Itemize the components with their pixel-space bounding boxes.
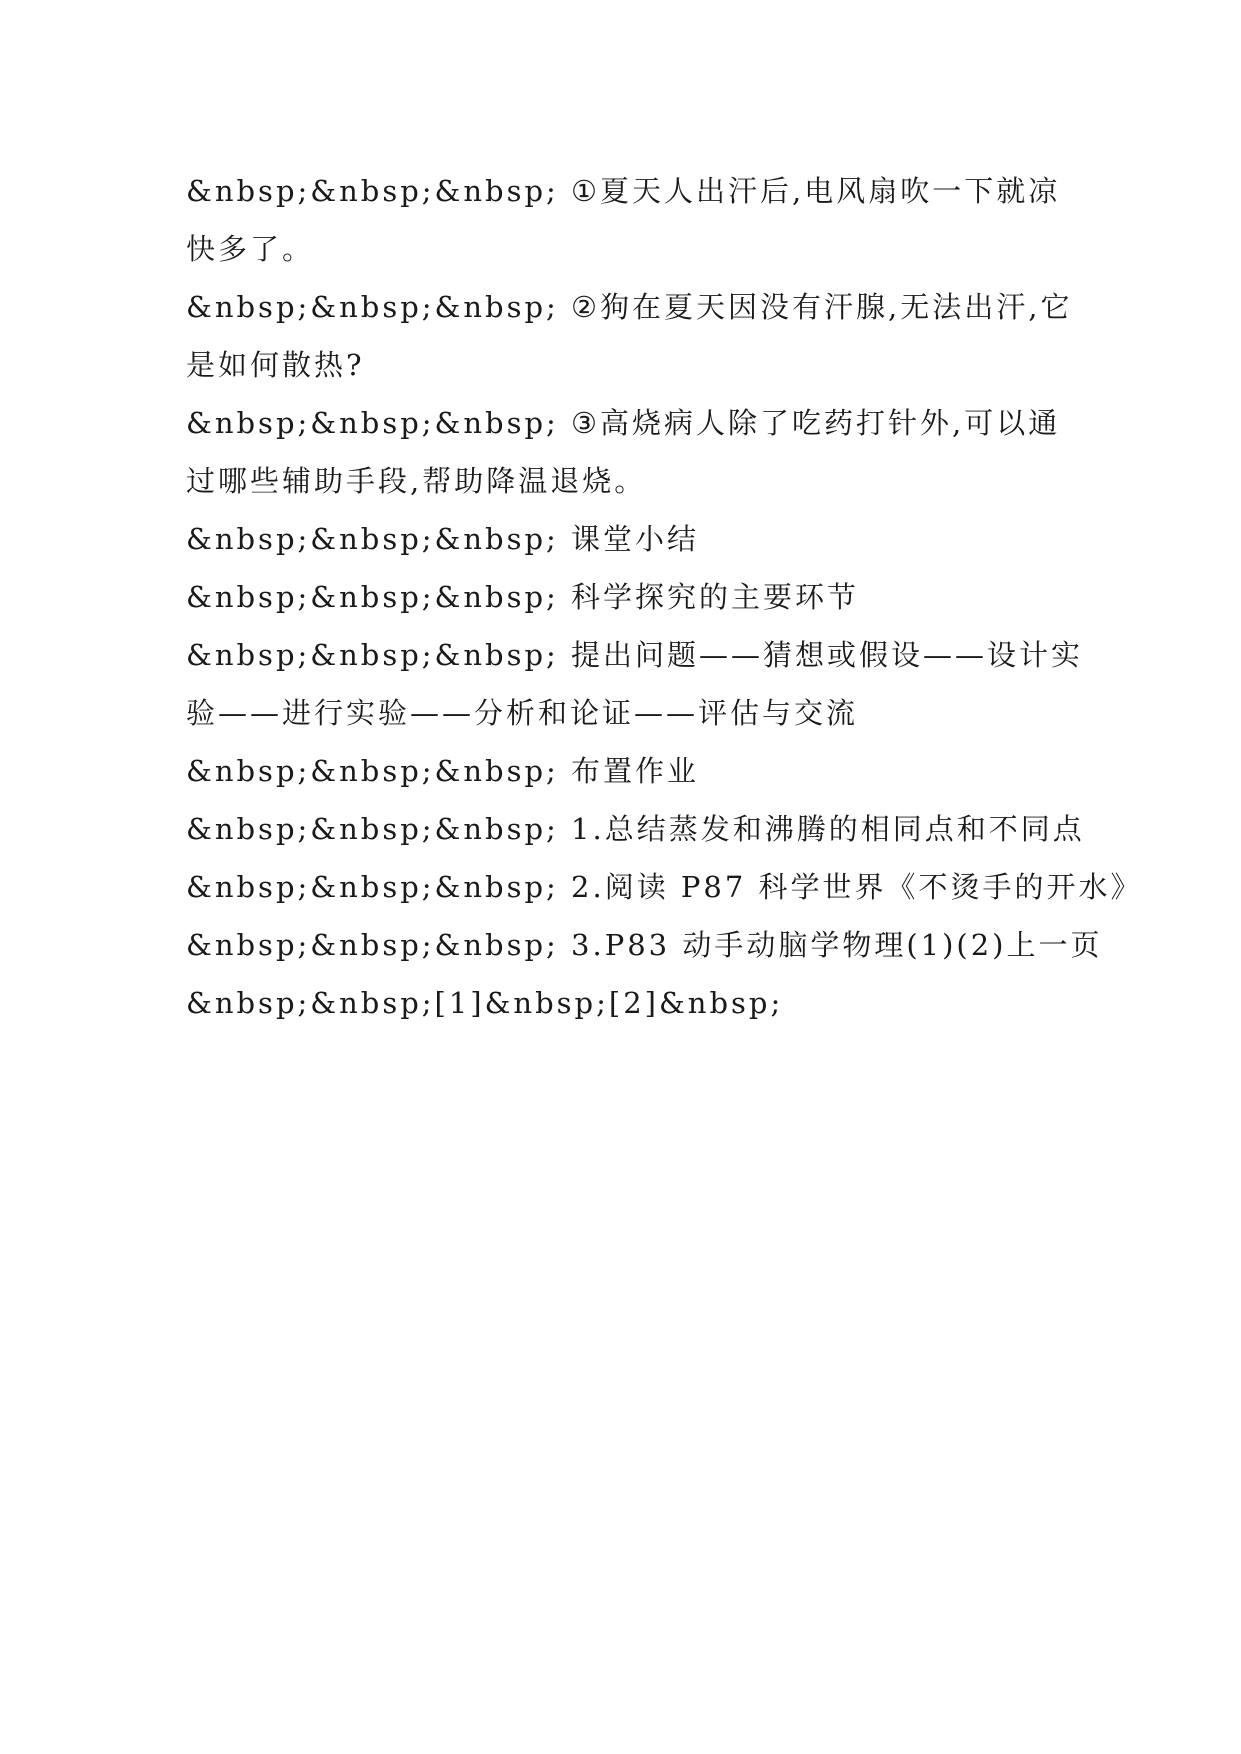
text-line-inquiry-steps: &nbsp;&nbsp;&nbsp; 提出问题——猜想或假设——设计实 [186, 638, 1084, 672]
homework-item-2: &nbsp;&nbsp;&nbsp; 2.阅读 P87 科学世界《不烫手的开水》 [186, 870, 1143, 904]
pagination-links[interactable]: &nbsp;&nbsp;[1]&nbsp;[2]&nbsp; [186, 986, 784, 1020]
text-line-question-3: &nbsp;&nbsp;&nbsp; ③高烧病人除了吃药打针外,可以通 [186, 406, 1061, 440]
text-line-inquiry-steps-cont: 验——进行实验——分析和论证——评估与交流 [186, 696, 859, 730]
text-line-question-2-cont: 是如何散热? [186, 348, 365, 382]
document-body [186, 162, 1143, 1032]
section-heading-summary: &nbsp;&nbsp;&nbsp; 课堂小结 [186, 522, 700, 556]
text-line-question-1-cont: 快多了。 [186, 232, 315, 266]
text-line-question-3-cont: 过哪些辅助手段,帮助降温退烧。 [186, 464, 647, 498]
text-line-question-2: &nbsp;&nbsp;&nbsp; ②狗在夏天因没有汗腺,无法出汗,它 [186, 290, 1073, 324]
section-heading-homework: &nbsp;&nbsp;&nbsp; 布置作业 [186, 754, 700, 788]
text-line-question-1: &nbsp;&nbsp;&nbsp; ①夏天人出汗后,电风扇吹一下就凉 [186, 174, 1061, 208]
homework-item-1: &nbsp;&nbsp;&nbsp; 1.总结蒸发和沸腾的相同点和不同点 [186, 812, 1085, 846]
homework-item-3: &nbsp;&nbsp;&nbsp; 3.P83 动手动脑学物理(1)(2)上一页 [186, 928, 1103, 962]
text-line-inquiry-title: &nbsp;&nbsp;&nbsp; 科学探究的主要环节 [186, 580, 860, 614]
